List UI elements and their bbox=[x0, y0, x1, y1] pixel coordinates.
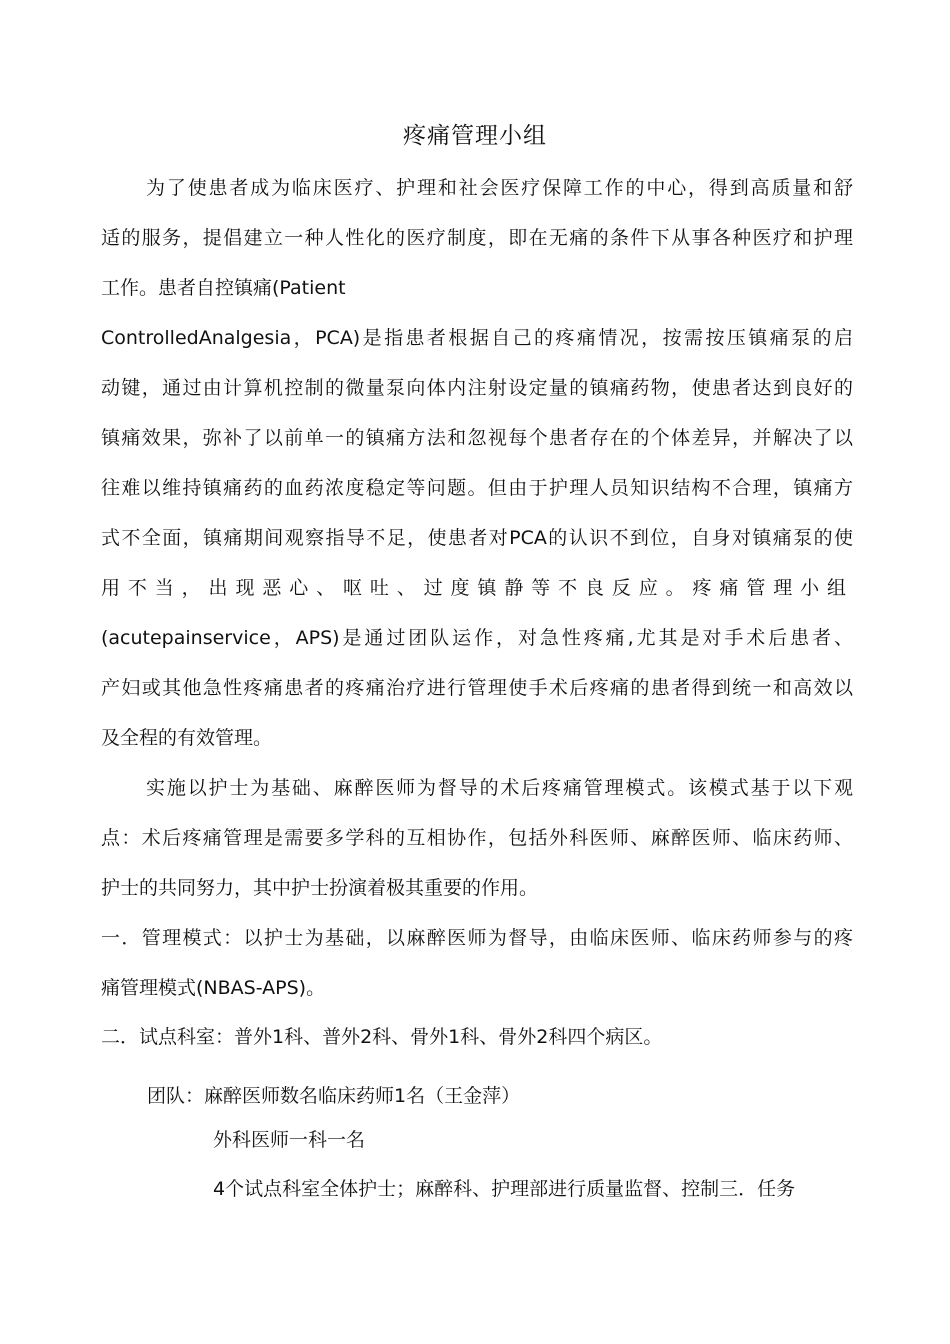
text-line: 镇痛效果，弥补了以前单一的镇痛方法和忽视每个患者存在的个体差异，并解决了以 bbox=[101, 427, 853, 449]
text-line: 护士的共同努力，其中护士扮演着极其重要的作用。 bbox=[101, 877, 539, 899]
paragraph-intro bbox=[101, 163, 853, 763]
team-line-nurses: 4个试点科室全体护士；麻醉科、护理部进行质量监督、控制三．任务 bbox=[213, 1178, 796, 1200]
text-line: (acutepainservice，APS)是通过团队运作，对急性疼痛,尤其是对手术后患者、 bbox=[101, 627, 853, 649]
text-line: 适的服务，提倡建立一种人性化的医疗制度，即在无痛的条件下从事各种医疗和护理 bbox=[101, 227, 853, 249]
section-management-model bbox=[101, 913, 853, 1013]
text-line: 工作。患者自控镇痛(Patient bbox=[101, 277, 346, 299]
paragraph-model bbox=[101, 763, 853, 913]
text-line: 产妇或其他急性疼痛患者的疼痛治疗进行管理使手术后疼痛的患者得到统一和高效以 bbox=[101, 677, 853, 699]
text-line: 为了使患者成为临床医疗、护理和社会医疗保障工作的中心，得到高质量和舒 bbox=[146, 177, 853, 199]
team-line-anesthesia: 团队：麻醉医师数名临床药师1名（王金萍） bbox=[147, 1085, 521, 1107]
text-line: 二．试点科室：普外1科、普外2科、骨外1科、骨外2科四个病区。 bbox=[101, 1026, 663, 1048]
text-line: ControlledAnalgesia，PCA)是指患者根据自己的疼痛情况，按需按压镇痛泵的启 bbox=[101, 327, 853, 349]
section-pilot-departments bbox=[101, 1012, 853, 1062]
page-title: 疼痛管理小组 bbox=[403, 123, 547, 149]
text-line: 点：术后疼痛管理是需要多学科的互相协作，包括外科医师、麻醉医师、临床药师、 bbox=[101, 827, 853, 849]
text-line: 用不当，出现恶心、呕吐、过度镇静等不良反应。疼痛管理小组 bbox=[101, 577, 853, 599]
text-line: 实施以护士为基础、麻醉医师为督导的术后疼痛管理模式。该模式基于以下观 bbox=[146, 777, 853, 799]
text-line: 动键，通过由计算机控制的微量泵向体内注射设定量的镇痛药物，使患者达到良好的 bbox=[101, 377, 853, 399]
text-line: 一．管理模式：以护士为基础，以麻醉医师为督导，由临床医师、临床药师参与的疼 bbox=[101, 927, 853, 949]
text-line: 及全程的有效管理。 bbox=[101, 727, 273, 749]
team-line-surgeons: 外科医师一科一名 bbox=[213, 1129, 366, 1151]
text-line: 式不全面，镇痛期间观察指导不足，使患者对PCA的认识不到位，自身对镇痛泵的使 bbox=[101, 527, 853, 549]
text-line: 痛管理模式(NBAS-APS)。 bbox=[101, 977, 326, 999]
text-line: 往难以维持镇痛药的血药浓度稳定等问题。但由于护理人员知识结构不合理，镇痛方 bbox=[101, 477, 853, 499]
